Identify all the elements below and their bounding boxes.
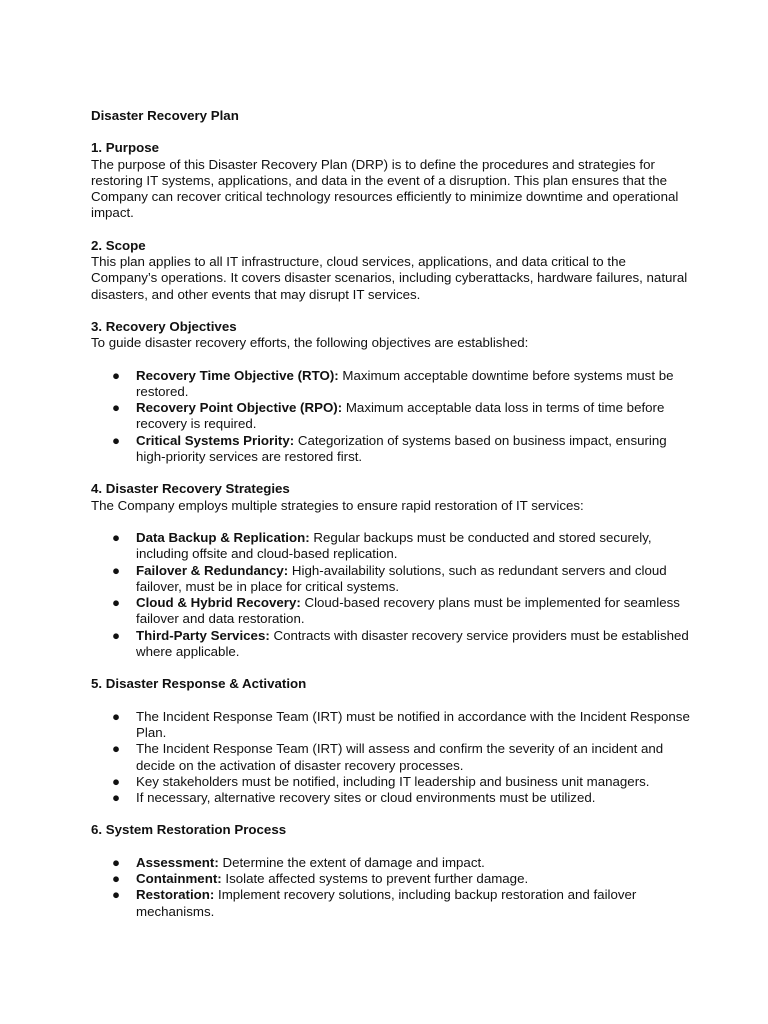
section-recovery-strategies xyxy=(91,481,691,660)
bullet-icon: ● xyxy=(112,887,121,903)
list-item-text: Maximum acceptable downtime before systems must be restored. xyxy=(136,367,674,399)
list-item xyxy=(91,887,691,920)
section-heading: 3. Recovery Objectives xyxy=(91,318,237,334)
list-item-text: Isolate affected systems to prevent further damage. xyxy=(221,870,529,886)
section-heading: 6. System Restoration Process xyxy=(91,822,287,838)
list-item xyxy=(91,774,691,790)
list-item-text: If necessary, alternative recovery sites or cloud environments must be utilized. xyxy=(136,790,596,806)
bullet-icon: ● xyxy=(112,741,121,757)
bullet-icon: ● xyxy=(112,790,121,806)
document-title: Disaster Recovery Plan xyxy=(91,108,239,123)
list-item-term: Cloud & Hybrid Recovery: xyxy=(136,595,301,611)
bullet-list xyxy=(91,709,691,807)
list-item-term: Failover & Redundancy: xyxy=(136,562,289,578)
list-item-text: Implement recovery solutions, including backup restoration and failover mechanisms. xyxy=(136,887,637,919)
bullet-list xyxy=(91,530,691,660)
list-item xyxy=(91,368,691,401)
list-item-term: Containment: xyxy=(136,870,222,886)
bullet-icon: ● xyxy=(112,367,121,383)
list-item xyxy=(91,433,691,466)
list-item-term: Assessment: xyxy=(136,854,219,870)
list-item-text: Determine the extent of damage and impact. xyxy=(218,854,485,870)
section-heading: 1. Purpose xyxy=(91,140,159,156)
section-body: This plan applies to all IT infrastructure, cloud services, applications, and data critical to the Company’s operations. It covers disaster scenarios, including cyberattacks, hardware failures, natural disasters, and other events that may disrupt IT services. xyxy=(91,254,688,302)
list-item xyxy=(91,790,691,806)
list-item-text: The Incident Response Team (IRT) must be notified in accordance with the Incident Response Plan. xyxy=(136,708,690,740)
list-item xyxy=(91,741,691,774)
list-item-text: High-availability solutions, such as redundant servers and cloud failover, must be in place for critical systems. xyxy=(136,562,667,594)
list-item-text: Key stakeholders must be notified, including IT leadership and business unit managers. xyxy=(136,773,650,789)
list-item xyxy=(91,709,691,742)
bullet-icon: ● xyxy=(112,595,121,611)
bullet-icon: ● xyxy=(112,708,121,724)
bullet-icon: ● xyxy=(112,529,121,545)
list-item xyxy=(91,530,691,563)
section-intro: The Company employs multiple strategies to ensure rapid restoration of IT services: xyxy=(91,497,584,513)
section-intro: To guide disaster recovery efforts, the following objectives are established: xyxy=(91,335,529,351)
section-response-activation xyxy=(91,676,691,806)
list-item xyxy=(91,400,691,433)
list-item-term: Third-Party Services: xyxy=(136,627,270,643)
list-item-text: Cloud-based recovery plans must be implemented for seamless failover and data restoration. xyxy=(136,595,680,627)
section-heading: 2. Scope xyxy=(91,237,146,253)
bullet-icon: ● xyxy=(112,870,121,886)
bullet-icon: ● xyxy=(112,627,121,643)
list-item-term: Critical Systems Priority: xyxy=(136,432,295,448)
section-body: The purpose of this Disaster Recovery Plan (DRP) is to define the procedures and strategies for restoring IT systems, applications, and data in the event of a disruption. This plan ensures that the Company can recover critical technology resources efficiently to minimize downtime and operational impact. xyxy=(91,156,679,221)
list-item-term: Restoration: xyxy=(136,887,215,903)
list-item-text: Contracts with disaster recovery service providers must be established where applicable. xyxy=(136,627,689,660)
list-item-term: Data Backup & Replication: xyxy=(136,529,310,545)
list-item-text: Regular backups must be conducted and stored securely, including offsite and cloud-based replication. xyxy=(136,529,652,562)
list-item xyxy=(91,855,691,871)
list-item xyxy=(91,628,691,661)
list-item-term: Recovery Time Objective (RTO): xyxy=(136,367,339,383)
list-item xyxy=(91,595,691,628)
section-heading: 5. Disaster Response & Activation xyxy=(91,676,307,692)
document-page xyxy=(91,108,691,936)
bullet-icon: ● xyxy=(112,854,121,870)
list-item-text: Categorization of systems based on business impact, ensuring high-priority services are restored first. xyxy=(136,432,667,465)
list-item-term: Recovery Point Objective (RPO): xyxy=(136,400,343,416)
section-scope xyxy=(91,238,691,303)
section-recovery-objectives xyxy=(91,319,691,465)
section-purpose xyxy=(91,140,691,221)
list-item-text: The Incident Response Team (IRT) will assess and confirm the severity of an incident and decide on the activation of disaster recovery processes. xyxy=(136,741,664,773)
section-heading: 4. Disaster Recovery Strategies xyxy=(91,481,290,497)
section-restoration-process xyxy=(91,822,691,919)
list-item-text: Maximum acceptable data loss in terms of time before recovery is required. xyxy=(136,400,665,432)
bullet-icon: ● xyxy=(112,400,121,416)
list-item xyxy=(91,563,691,596)
list-item xyxy=(91,871,691,887)
bullet-icon: ● xyxy=(112,773,121,789)
bullet-list xyxy=(91,368,691,466)
bullet-icon: ● xyxy=(112,562,121,578)
bullet-list xyxy=(91,855,691,920)
bullet-icon: ● xyxy=(112,432,121,448)
